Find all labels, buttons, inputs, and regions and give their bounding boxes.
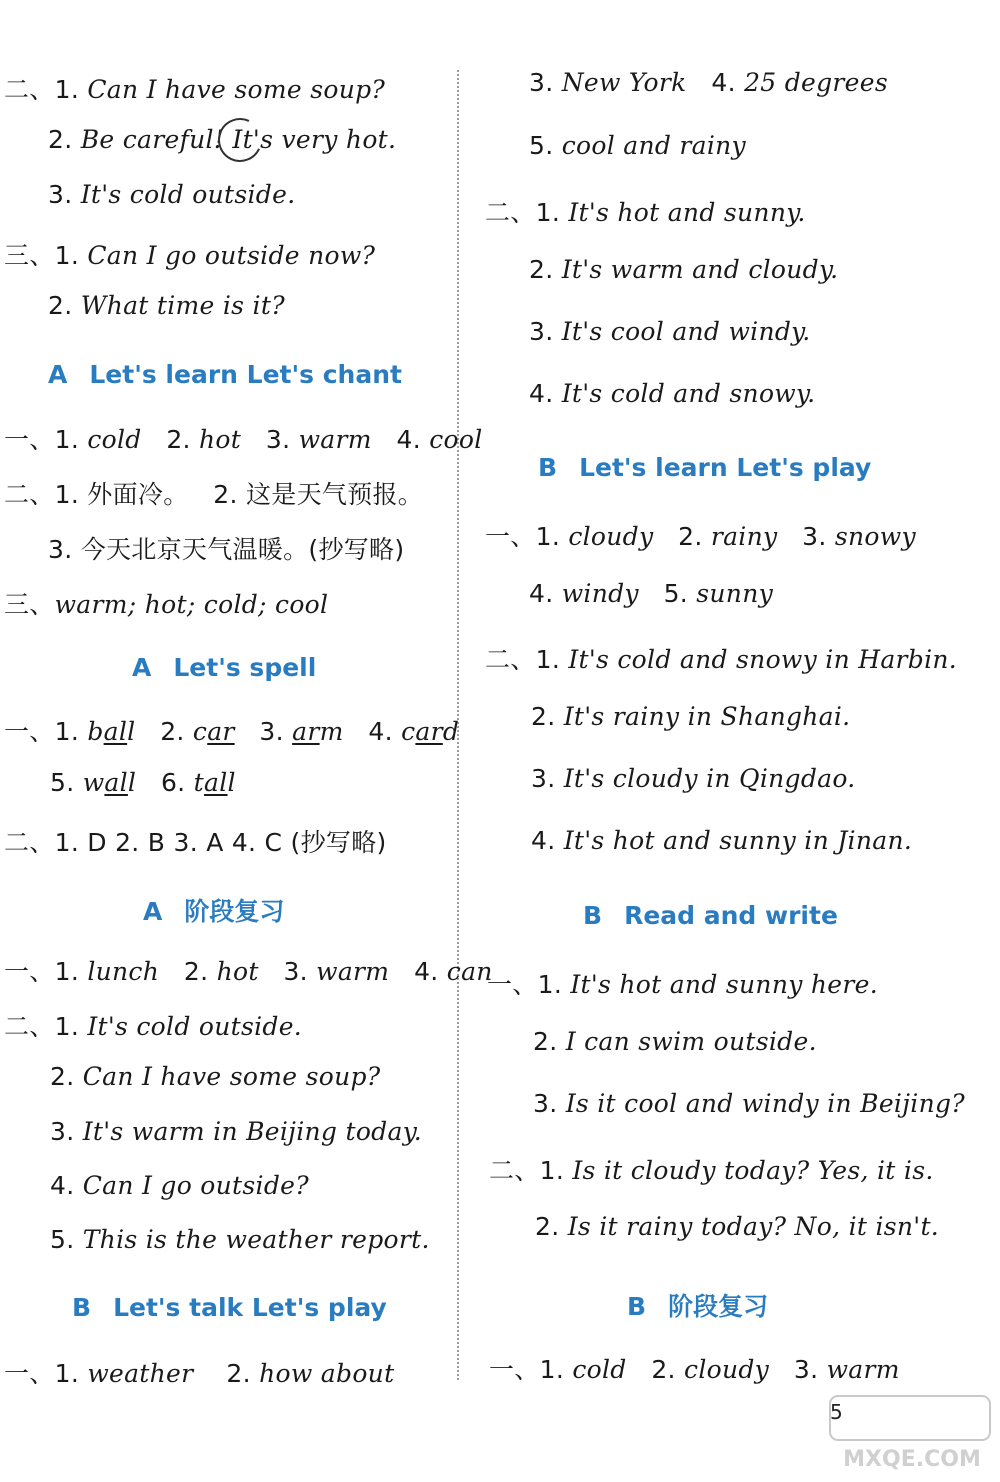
section-heading: B Let's talk Let's play (72, 1293, 387, 1322)
answer-line: 二、1. It's hot and sunny. (485, 198, 806, 227)
answer-line: 2. What time is it? (48, 291, 285, 320)
section-heading: A Let's spell (132, 653, 317, 682)
answer-line: 2. Be careful! It's very hot. (48, 125, 397, 154)
answer-line: 3. It's cool and windy. (529, 317, 811, 346)
answer-line: 5. This is the weather report. (50, 1225, 430, 1254)
answer-line: 一、1. cold 2. hot 3. warm 4. cool (4, 425, 483, 454)
answer-line: 4. windy 5. sunny (529, 579, 774, 608)
answer-line: 一、1. It's hot and sunny here. (487, 970, 878, 999)
section-heading: A Let's learn Let's chant (48, 360, 402, 389)
answer-line: 2. I can swim outside. (533, 1027, 817, 1056)
answer-line: 2. It's rainy in Shanghai. (531, 702, 851, 731)
watermark-text: MXQE.COM (843, 1447, 981, 1472)
answer-line: 5. wall 6. tall (50, 768, 236, 797)
answer-line: 3. It's cold outside. (48, 180, 296, 209)
answer-line: 3. Is it cool and windy in Beijing? (533, 1089, 965, 1118)
answer-line: 二、1. 外面冷。 2. 这是天气预报。 (4, 480, 424, 509)
answer-line: 一、1. cloudy 2. rainy 3. snowy (485, 522, 916, 551)
handwritten-check-mark (212, 112, 268, 168)
page-number: 5 (830, 1400, 843, 1424)
answer-line: 一、1. weather 2. how about (4, 1359, 395, 1388)
answer-line: 3. New York 4. 25 degrees (529, 68, 888, 97)
watermark-logo (820, 1392, 995, 1474)
section-heading: B Read and write (583, 901, 838, 930)
section-heading: B Let's learn Let's play (538, 453, 872, 482)
answer-line: 三、1. Can I go outside now? (4, 241, 376, 270)
answer-line: 一、1. lunch 2. hot 3. warm 4. can (4, 957, 493, 986)
answer-line: 二、1. It's cold outside. (4, 1012, 303, 1041)
section-heading: B 阶段复习 (627, 1292, 769, 1321)
answer-line: 3. 今天北京天气温暖。(抄写略) (48, 535, 405, 564)
answer-line: 2. Can I have some soup? (50, 1062, 381, 1091)
answer-line: 一、1. ball 2. car 3. arm 4. card (4, 717, 460, 746)
section-heading: A 阶段复习 (143, 897, 285, 926)
answer-line: 一、1. cold 2. cloudy 3. warm (489, 1355, 900, 1384)
answer-line: 二、1. D 2. B 3. A 4. C (抄写略) (4, 828, 387, 857)
answer-line: 4. Can I go outside? (50, 1171, 309, 1200)
answer-line: 二、1. Is it cloudy today? Yes, it is. (489, 1156, 934, 1185)
answer-line: 5. cool and rainy (529, 131, 746, 160)
answer-line: 3. It's warm in Beijing today. (50, 1117, 423, 1146)
answer-line: 2. Is it rainy today? No, it isn't. (535, 1212, 940, 1241)
answer-line: 3. It's cloudy in Qingdao. (531, 764, 856, 793)
answer-line: 三、warm; hot; cold; cool (4, 590, 329, 619)
answer-line: 二、1. It's cold and snowy in Harbin. (485, 645, 958, 674)
answer-line: 二、1. Can I have some soup? (4, 75, 386, 104)
answer-line: 2. It's warm and cloudy. (529, 255, 839, 284)
answer-line: 4. It's cold and snowy. (529, 379, 816, 408)
answer-line: 4. It's hot and sunny in Jinan. (531, 826, 913, 855)
